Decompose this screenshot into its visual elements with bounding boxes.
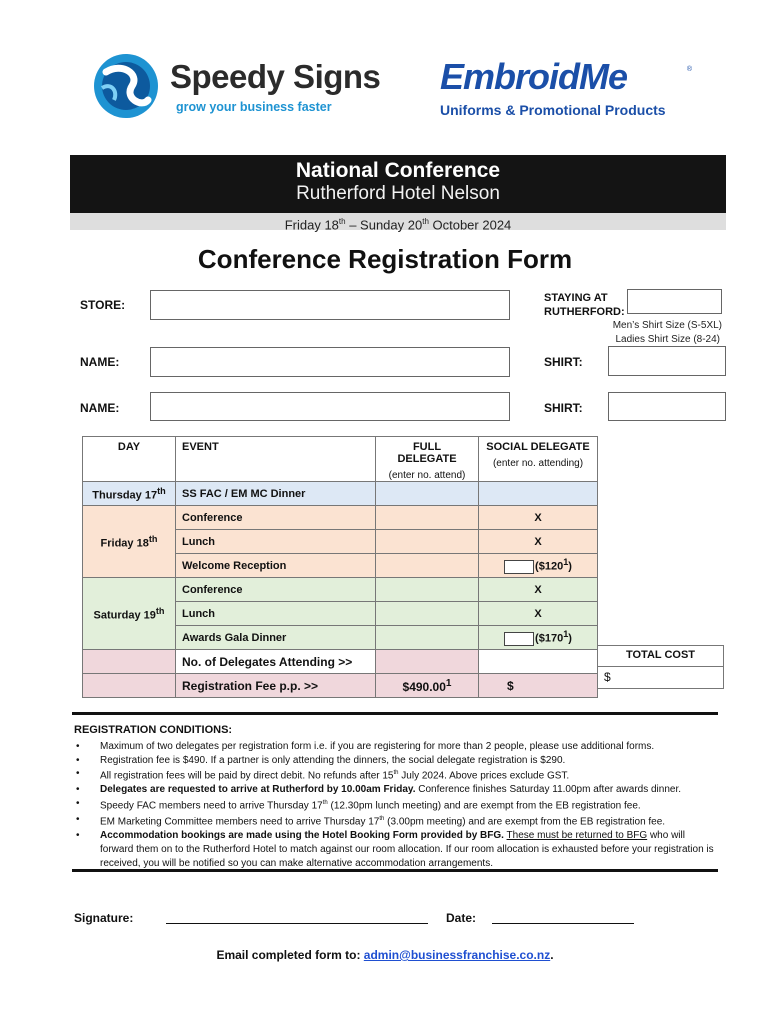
embroidme-reg-mark: ®: [686, 66, 692, 73]
email-link[interactable]: admin@businessfranchise.co.nz: [363, 948, 551, 962]
conditions-list: [74, 740, 720, 870]
total-cost-label: TOTAL COST: [597, 645, 724, 666]
speedy-signs-tagline: grow your business faster: [176, 100, 332, 114]
speedy-signs-logo: [92, 52, 402, 122]
day-friday: [83, 506, 176, 578]
delegates-day-blank: [83, 650, 176, 674]
list-item: [74, 783, 720, 797]
banner-dark-band: [70, 155, 726, 213]
mens-shirt-size-note: Men’s Shirt Size (S-5XL): [612, 320, 722, 331]
social-welcome-end: ): [568, 560, 572, 573]
table-row: [83, 674, 598, 698]
full-fee-value: [376, 674, 479, 698]
condition-7-underline: These must be returned to BFG: [506, 830, 648, 842]
date-month: October 2024: [428, 217, 512, 233]
header-social-sub: (enter no. attending): [492, 458, 584, 469]
social-friday-lunch: X: [479, 530, 598, 554]
conditions-bottom-rule: [72, 869, 718, 872]
condition-6-sup: th: [379, 816, 385, 823]
date-label: Date:: [446, 911, 477, 925]
friday-text: Friday 18: [100, 537, 149, 550]
condition-6b: (3.00pm meeting) and are exempt from the EB registration fee.: [384, 816, 666, 828]
event-friday-welcome: Welcome Reception: [176, 554, 376, 578]
staying-field[interactable]: [627, 289, 722, 314]
date-start: Friday 18: [284, 217, 339, 233]
condition-3a: All registration fees will be paid by direct debit. No refunds after 15: [100, 770, 394, 782]
name2-label: NAME:: [80, 401, 120, 415]
social-friday-conference: X: [479, 506, 598, 530]
social-saturday-lunch: X: [479, 602, 598, 626]
social-welcome-sup: 1: [563, 557, 569, 568]
social-delegates-count[interactable]: [479, 650, 598, 674]
conference-banner: [70, 155, 726, 233]
social-welcome-price: ($120: [535, 560, 564, 573]
full-input-friday-lunch[interactable]: [376, 530, 479, 554]
day-thursday: [83, 482, 176, 506]
social-saturday-conference: X: [479, 578, 598, 602]
header-day: [83, 437, 176, 482]
header-full-text: FULL DELEGATE: [397, 441, 457, 465]
list-item: [74, 829, 720, 870]
condition-5a: Speedy FAC members need to arrive Thursday 17: [100, 800, 323, 812]
email-suffix: .: [550, 948, 554, 962]
event-saturday-lunch: Lunch: [176, 602, 376, 626]
social-gala-price: ($170: [535, 632, 564, 645]
condition-4-bold: Delegates are requested to arrive at Rutherford by 10.00am Friday.: [100, 784, 416, 796]
staying-label-line2: RUTHERFORD:: [544, 306, 625, 318]
thursday-sup: th: [157, 485, 166, 496]
table-row: [83, 506, 598, 530]
social-friday-welcome: [479, 554, 598, 578]
friday-sup: th: [148, 533, 158, 544]
event-friday-lunch: Lunch: [176, 530, 376, 554]
shirt2-field[interactable]: [608, 392, 726, 421]
date-end-sup: th: [422, 217, 429, 226]
fee-value-sup: 1: [445, 677, 452, 689]
table-row: [83, 650, 598, 674]
fee-label: Registration Fee p.p. >>: [176, 674, 376, 698]
event-saturday-gala: Awards Gala Dinner: [176, 626, 376, 650]
condition-7: who will forward them on to the Rutherford Hotel to match against our room allocation. If our room allocation is exhausted before your registration is received, you will be notified so you can make alternative accommodation arrangements.: [100, 830, 714, 869]
header-full-delegate: [376, 437, 479, 482]
condition-4: Conference finishes Saturday 11.00pm after awards dinner.: [415, 784, 682, 796]
ladies-shirt-size-note: Ladies Shirt Size (8-24): [615, 334, 720, 345]
shirt2-label: SHIRT:: [544, 401, 583, 415]
header-event: [176, 437, 376, 482]
conditions-title: REGISTRATION CONDITIONS:: [74, 724, 233, 736]
condition-3-sup: th: [393, 770, 399, 777]
full-input-saturday-gala[interactable]: [376, 626, 479, 650]
delegates-label: No. of Delegates Attending >>: [176, 650, 376, 674]
header-event-text: EVENT: [182, 441, 219, 453]
list-item: [74, 813, 720, 829]
event-friday-conference: Conference: [176, 506, 376, 530]
social-gala-end: ): [568, 632, 572, 645]
social-saturday-gala: [479, 626, 598, 650]
speedy-signs-logo-icon: [92, 52, 160, 120]
list-item: [74, 767, 720, 783]
embroidme-logo: [440, 56, 700, 122]
condition-5-sup: th: [322, 800, 328, 807]
list-item: [74, 797, 720, 813]
social-welcome-checkbox[interactable]: [504, 560, 534, 574]
staying-label-line1: STAYING AT: [544, 292, 608, 304]
registration-table: [82, 436, 598, 698]
conditions-top-rule: [72, 712, 718, 715]
table-header-row: [83, 437, 598, 482]
event-saturday-conference: Conference: [176, 578, 376, 602]
social-gala-sup: 1: [563, 629, 569, 640]
full-delegates-count[interactable]: [376, 650, 479, 674]
fee-value-text: $490.00: [402, 679, 446, 694]
list-item: [74, 754, 720, 768]
full-input-saturday-lunch[interactable]: [376, 602, 479, 626]
store-field[interactable]: [150, 290, 510, 320]
embroidme-name: EmbroidMe: [440, 56, 628, 97]
date-field[interactable]: [492, 923, 634, 924]
social-gala-checkbox[interactable]: [504, 632, 534, 646]
banner-dates: [70, 213, 726, 233]
name1-field[interactable]: [150, 347, 510, 377]
full-input-friday-welcome[interactable]: [376, 554, 479, 578]
shirt1-label: SHIRT:: [544, 355, 583, 369]
full-input-friday-conference[interactable]: [376, 506, 479, 530]
name1-label: NAME:: [80, 355, 120, 369]
social-fee-value[interactable]: $: [479, 674, 598, 698]
header-social-delegate: [479, 437, 598, 482]
date-end: – Sunday 20: [345, 217, 423, 233]
condition-2: Registration fee is $490. If a partner is only attending the dinners, the social delegate registration is $290.: [100, 754, 566, 766]
condition-7-bold: Accommodation bookings are made using the Hotel Booking Form provided by BFG.: [100, 830, 504, 842]
fee-day-blank: [83, 674, 176, 698]
saturday-text: Saturday 19: [93, 609, 156, 622]
table-row: [83, 578, 598, 602]
store-label: STORE:: [80, 298, 126, 312]
condition-3b: July 2024. Above prices exclude GST.: [398, 770, 570, 782]
signature-label: Signature:: [74, 911, 134, 925]
total-cost-field[interactable]: $: [597, 666, 724, 689]
full-input-saturday-conference[interactable]: [376, 578, 479, 602]
condition-6a: EM Marketing Committee members need to arrive Thursday 17: [100, 816, 380, 828]
saturday-sup: th: [155, 605, 165, 616]
condition-5b: (12.30pm lunch meeting) and are exempt from the EB registration fee.: [327, 800, 641, 812]
table-row: [83, 482, 598, 506]
email-prefix: Email completed form to:: [216, 948, 364, 962]
email-instruction: [0, 948, 770, 962]
header-day-text: DAY: [117, 441, 141, 453]
signature-field[interactable]: [166, 923, 428, 924]
embroidme-tagline: Uniforms & Promotional Products: [440, 102, 666, 118]
speedy-signs-name: Speedy Signs: [170, 58, 381, 95]
day-saturday: [83, 578, 176, 650]
form-title: Conference Registration Form: [197, 244, 573, 274]
header-social-text: SOCIAL DELEGATE: [486, 441, 590, 453]
shirt1-field[interactable]: [608, 346, 726, 376]
banner-title: National Conference: [295, 159, 501, 182]
banner-venue: Rutherford Hotel Nelson: [296, 183, 500, 204]
header-full-sub: (enter no. attend): [388, 470, 466, 481]
date-start-sup: th: [338, 217, 346, 226]
event-thursday-dinner: SS FAC / EM MC Dinner: [176, 482, 376, 506]
condition-1: Maximum of two delegates per registration form i.e. if you are registering for more than 2 people, please use additional forms.: [100, 741, 655, 752]
thursday-text: Thursday 17: [92, 489, 158, 502]
social-input-thursday[interactable]: [479, 482, 598, 506]
full-input-thursday[interactable]: [376, 482, 479, 506]
list-item: [74, 740, 720, 754]
name2-field[interactable]: [150, 392, 510, 421]
